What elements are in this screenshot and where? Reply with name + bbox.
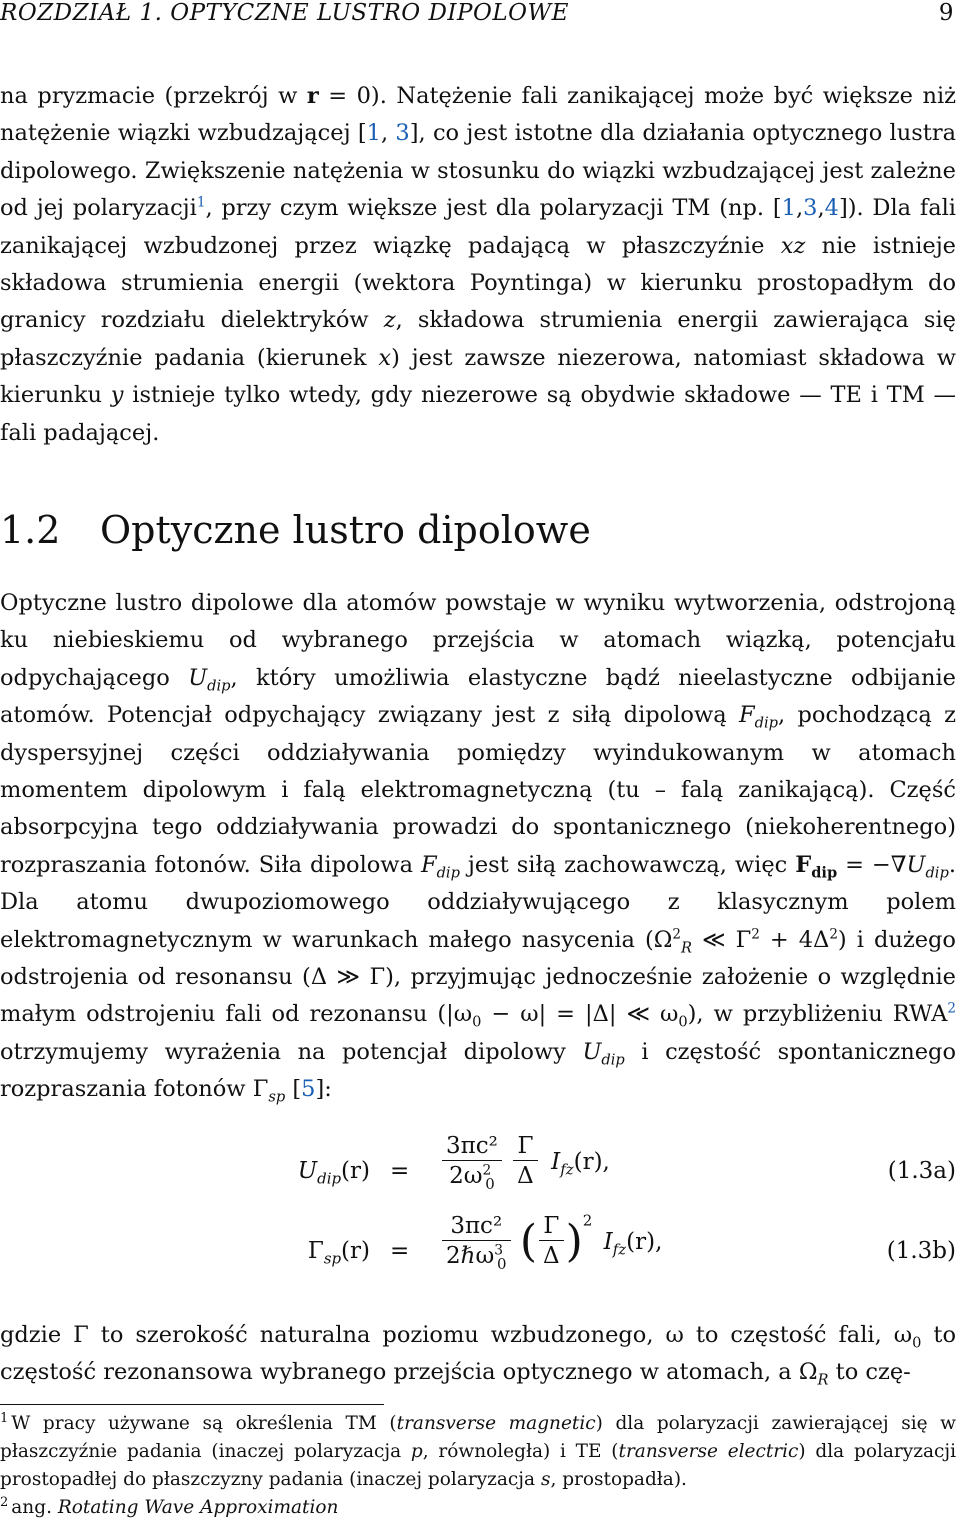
math-sub: dip xyxy=(925,864,949,882)
math-sub: 0 xyxy=(472,1013,482,1031)
math-sub: fz xyxy=(560,1160,574,1179)
math-sub: R xyxy=(817,1371,829,1389)
page-number: 9 xyxy=(938,0,954,26)
term-italic: transverse magnetic xyxy=(396,1413,596,1434)
math-r: r xyxy=(306,83,319,109)
citation-link[interactable]: 3 xyxy=(395,120,410,147)
math-var: y xyxy=(110,382,124,409)
text: , xyxy=(817,195,825,222)
math-var: Γ xyxy=(307,1238,324,1264)
math-var: 2ω xyxy=(449,1163,483,1189)
paragraph-definitions xyxy=(0,1317,956,1392)
math-var: p xyxy=(410,1441,423,1462)
denominator xyxy=(442,1240,511,1271)
math-sup: 2 xyxy=(482,1162,492,1179)
numerator: 3πc² xyxy=(446,1133,498,1159)
math-sup: 2 xyxy=(751,926,760,943)
chapter-title: ROZDZIAŁ 1. OPTYCZNE LUSTRO DIPOLOWE xyxy=(0,0,569,26)
math-sub: dip xyxy=(436,864,460,882)
section-number: 1.2 xyxy=(0,508,61,552)
math-sub: fz xyxy=(612,1240,627,1259)
math-sub: dip xyxy=(754,714,778,732)
text: gdzie Γ to szerokość naturalna poziomu wzbudzonego, ω to częstość fali, ω xyxy=(0,1322,913,1348)
fraction xyxy=(539,1212,564,1271)
text: [ xyxy=(285,1076,302,1103)
footnote-ref-2[interactable]: 2 xyxy=(947,1000,957,1017)
eq-lhs xyxy=(297,1158,370,1188)
math-arg: (r), xyxy=(626,1228,663,1255)
denominator xyxy=(442,1160,502,1191)
eq-lhs xyxy=(307,1238,370,1268)
text: i częstość spontanicznego rozpraszania fotonów Γ xyxy=(0,1038,957,1103)
math-arg: (r), xyxy=(573,1148,610,1175)
text: istnieje tylko wtedy, gdy niezerowe są obydwie składowe — TE i TM — fali padającej. xyxy=(0,382,956,446)
text: − ω| = |Δ| ≪ ω xyxy=(481,1001,679,1028)
footnote-mark: 2 xyxy=(0,1494,9,1510)
footnote-1 xyxy=(0,1410,956,1494)
math-sub: 0 xyxy=(912,1334,922,1352)
math-sub: dip xyxy=(601,1051,625,1069)
text: nie istnieje składowa strumienia energii (wektora Poyntinga) w kierunku prostopadłym do granicy rozdziału dielektryków xyxy=(0,232,956,334)
text: to częstość rezonansowa wybranego przejścia optycznego w atomach, a Ω xyxy=(0,1322,956,1386)
text: = −∇ xyxy=(837,851,907,878)
math-sup: 2 xyxy=(582,1211,593,1230)
text: , xyxy=(380,120,396,147)
intensity-term xyxy=(551,1148,610,1179)
equation-number: (1.3a) xyxy=(887,1158,956,1184)
footnote-2 xyxy=(0,1494,956,1522)
text: na pryzmacie (przekrój w xyxy=(0,83,307,109)
section-title: Optyczne lustro dipolowe xyxy=(100,508,591,552)
math-var: xz xyxy=(780,232,806,259)
text: , składowa strumienia energii zawierająca się płaszczyźnie padania (kierunek xyxy=(0,307,956,371)
section-heading xyxy=(0,508,956,552)
eq-rhs xyxy=(440,1132,610,1212)
text: to czę- xyxy=(828,1359,911,1386)
text: otrzymujemy wyrażenia na potencjał dipolowy xyxy=(0,1038,583,1065)
footnote-mark: 1 xyxy=(0,1410,9,1426)
eq-rhs xyxy=(440,1212,662,1292)
citation-link[interactable]: 4 xyxy=(824,195,839,222)
text: ang. xyxy=(11,1497,58,1518)
math-var: F xyxy=(738,702,755,729)
math-sup: 2 xyxy=(672,926,682,943)
math-bold: F xyxy=(795,851,812,878)
footnote-ref-1[interactable]: 1 xyxy=(196,194,206,211)
math-sub: R xyxy=(681,939,693,957)
math-var: U xyxy=(582,1038,602,1065)
text: + 4Δ xyxy=(759,926,830,953)
equation-1-3a xyxy=(0,1132,960,1212)
math-sub: sp xyxy=(323,1249,342,1268)
right-paren: ) xyxy=(565,1216,583,1267)
text: , przy czym większe jest dla polaryzacji TM (np. [ xyxy=(205,195,782,222)
equation-number: (1.3b) xyxy=(886,1238,956,1264)
math-sub: 0 xyxy=(485,1174,495,1193)
term-italic: transverse electric xyxy=(618,1441,799,1462)
text: ]). Dla fali zanikającej wzbudzonej przez wiązkę padającą w płaszczyźnie xyxy=(0,195,957,259)
math-var: z xyxy=(383,307,396,334)
text: , xyxy=(795,195,804,222)
numerator: 3πc² xyxy=(450,1213,503,1239)
fraction xyxy=(513,1132,538,1191)
text: . Dla atomu dwupoziomowego oddziaływującego z klasycznym polem elektromagnetycznym w warunkach małego nasycenia (Ω xyxy=(0,851,956,953)
text: , pochodzącą z dyspersyjnej części oddziaływania pomiędzy wyindukowanym w atomach momentem dipolowym i falą elektromagnetyczną (tu – falą zanikającą). Część absorpcyjna tego oddziaływania prowadzi do spontanicznego (niekoherentnego) rozpraszania fotonów. Siła dipolowa xyxy=(0,702,956,878)
text: jest siłą zachowawczą, więc xyxy=(459,851,796,878)
math-sup: 3 xyxy=(494,1242,503,1259)
math-var: I xyxy=(603,1228,613,1255)
citation-link[interactable]: 5 xyxy=(301,1076,316,1103)
text: , prostopadła). xyxy=(550,1469,687,1490)
math-var: U xyxy=(188,664,208,691)
math-var: s xyxy=(540,1469,551,1490)
text: , równoległa) i TE ( xyxy=(422,1441,619,1462)
eq-relation: = xyxy=(390,1238,410,1264)
math-var: U xyxy=(297,1158,318,1184)
text: ) dla polaryzacji zawierającej się w płaszczyźnie padania (inaczej polaryzacja xyxy=(0,1413,956,1462)
numerator: Γ xyxy=(543,1213,560,1239)
math-sub: dip xyxy=(207,677,231,695)
text: W pracy używane są określenia TM ( xyxy=(11,1413,397,1434)
footnote-rule xyxy=(0,1404,384,1405)
text: = 0). Natężenie fali zanikającej może być większe niż natężenie wiązki wzbudzającej [ xyxy=(0,83,956,147)
math-var: F xyxy=(420,851,437,878)
math-arg: (r) xyxy=(341,1238,370,1264)
numerator: Γ xyxy=(517,1133,534,1159)
math-sub: 0 xyxy=(678,1013,688,1031)
text: ) dla polaryzacji prostopadłej do płaszczyzny padania (inaczej polaryzacja xyxy=(0,1441,956,1490)
text: ) i dużego odstrojenia od resonansu (Δ ≫ Γ), przyjmując jednocześnie założenie o względnie małym odstrojeniu fali od rezonansu (|ω xyxy=(0,926,956,1028)
math-sub: 0 xyxy=(496,1254,507,1273)
math-sup: 2 xyxy=(829,926,838,943)
math-sub: sp xyxy=(268,1088,286,1106)
fraction xyxy=(442,1212,511,1271)
text: ]: xyxy=(315,1076,332,1103)
eq-relation: = xyxy=(390,1158,410,1184)
math-var: I xyxy=(551,1148,561,1175)
running-head xyxy=(0,0,960,36)
citation-link[interactable]: 1 xyxy=(366,120,381,147)
paragraph-evanescent-intensity xyxy=(0,78,956,452)
math-var: U xyxy=(906,851,926,878)
term-italic: Rotating Wave Approximation xyxy=(57,1497,339,1518)
text: Optyczne lustro dipolowe dla atomów powstaje w wyniku wytworzenia, odstrojoną ku niebieskiemu od wybranego przejścia w atomach wiązką, potencjału odpychającego xyxy=(0,590,956,691)
text: , który umożliwia elastyczne bądź nieelastyczne odbijanie atomów. Potencjał odpychający związany jest z siłą dipolową xyxy=(0,664,956,729)
text: ), w przybliżeniu RWA xyxy=(687,1001,948,1028)
text: ≪ Γ xyxy=(692,926,752,953)
denominator: Δ xyxy=(539,1240,564,1271)
math-var: x xyxy=(378,344,392,371)
intensity-term xyxy=(603,1228,663,1259)
math-arg: (r) xyxy=(341,1158,370,1184)
text: ], co jest istotne dla działania optycznego lustra dipolowego. Zwiększenie natężenia w stosunku do wiązki wzbudzającej jest zależne od jej polaryzacji xyxy=(0,120,956,222)
math-var: 2ℏω xyxy=(446,1243,495,1269)
fraction xyxy=(442,1132,502,1191)
citation-link[interactable]: 1 xyxy=(781,195,796,222)
citation-link[interactable]: 3 xyxy=(803,195,818,222)
equation-1-3b xyxy=(0,1212,960,1292)
text: ) jest zawsze niezerowa, natomiast składowa w kierunku xyxy=(0,344,956,409)
paragraph-dipole-mirror xyxy=(0,585,956,1109)
math-sub: dip xyxy=(811,864,838,882)
denominator: Δ xyxy=(513,1160,538,1191)
left-paren: ( xyxy=(519,1216,537,1267)
math-sub: dip xyxy=(317,1169,342,1188)
